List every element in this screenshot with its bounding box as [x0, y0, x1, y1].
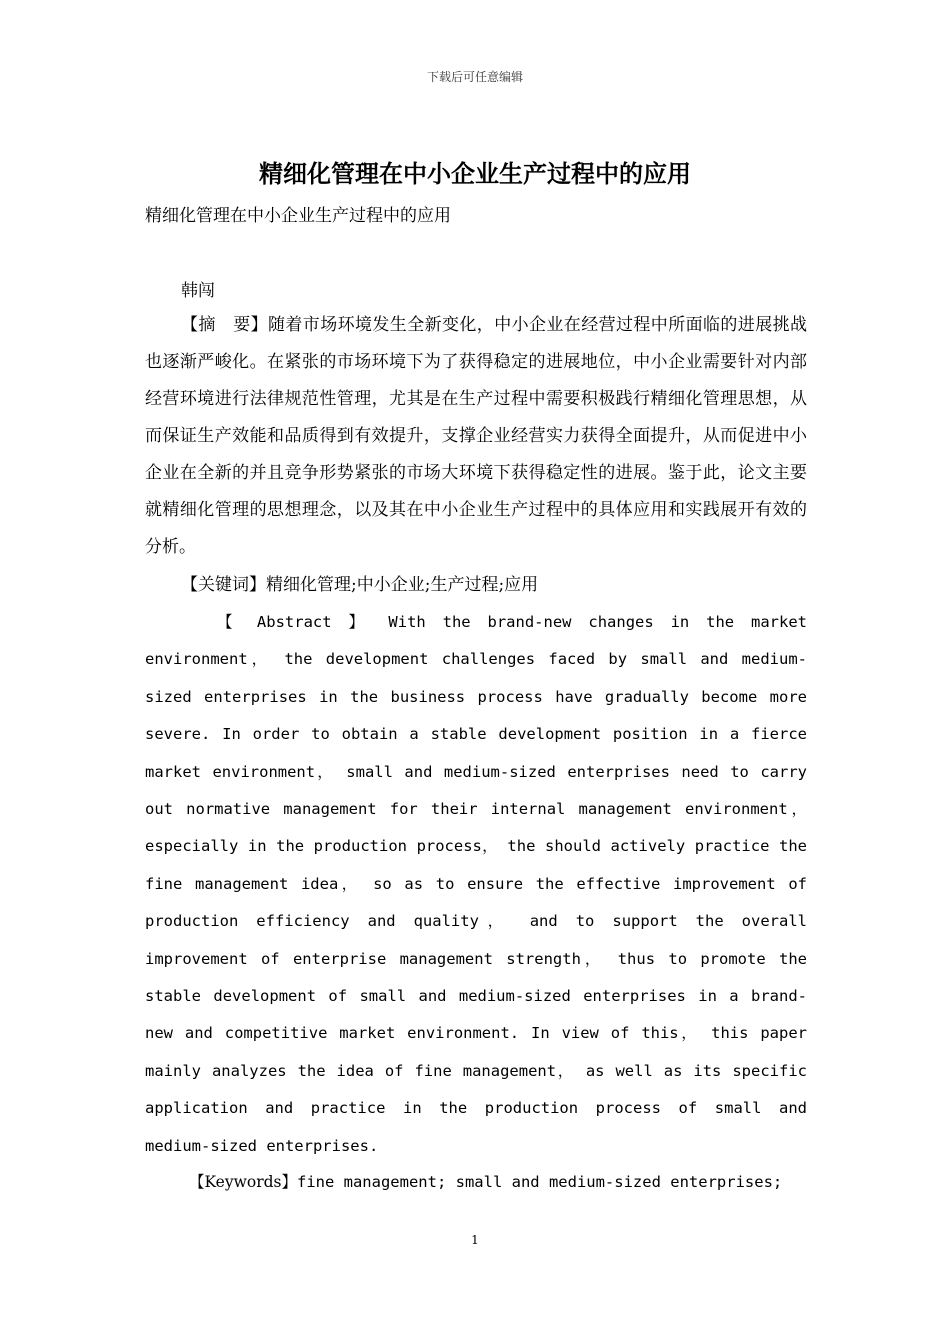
chinese-keywords: [181, 567, 538, 604]
chinese-keywords-text: 精细化管理;中小企业;生产过程;应用: [266, 575, 539, 595]
english-abstract-label: 【 Abstract 】: [217, 613, 372, 631]
english-keywords: [145, 1164, 807, 1201]
header-note: 下载后可任意编辑: [426, 70, 523, 84]
chinese-abstract-label: 【摘 要】: [181, 315, 268, 335]
page-number: 1: [471, 1233, 479, 1247]
chinese-abstract: [145, 307, 807, 566]
author-name: 韩闯: [181, 281, 215, 301]
chinese-keywords-label: 【关键词】: [181, 575, 266, 595]
chinese-abstract-text: 随着市场环境发生全新变化，中小企业在经营过程中所面临的进展挑战也逐渐严峻化。在紧张的市场环境下为了获得稳定的进展地位，中小企业需要针对内部经营环境进行法律规范性管理，尤其是在生产过程中需要积极践行精细化管理思想，从而保证生产效能和品质得到有效提升，支撑企业经营实力获得全面提升，从而促进中小企业在全新的并且竞争形势紧张的市场大环境下获得稳定性的进展。鉴于此，论文主要就精细化管理的思想理念，以及其在中小企业生产过程中的具体应用和实践展开有效的分析。: [145, 315, 807, 557]
english-abstract: [145, 604, 807, 1165]
english-abstract-text: With the brand-new changes in the market environment， the development challenges faced by small and medium-sized enterprises in the business process have gradually become more severe. In order to obtain a stable development position in a fierce market environment， small and medium-sized enterprises need to carry out normative management for their internal management environment， especially in the production process， the should actively practice the fine management idea， so as to ensure the effective improvement of production efficiency and quality， and to support the overall improvement of enterprise management strength， thus to promote the stable development of small and medium-sized enterprises in a brand-new and competitive market environment. In view of this， this paper mainly analyzes the idea of fine management， as well as its specific application and practice in the production process of small and medium-sized enterprises.: [145, 613, 807, 1155]
document-title: 精细化管理在中小企业生产过程中的应用: [259, 160, 691, 188]
document-subtitle: 精细化管理在中小企业生产过程中的应用: [145, 206, 451, 226]
english-keywords-label: 【Keywords】: [189, 1173, 297, 1191]
english-keywords-text: fine management; small and medium-sized enterprises;: [296, 1173, 783, 1191]
